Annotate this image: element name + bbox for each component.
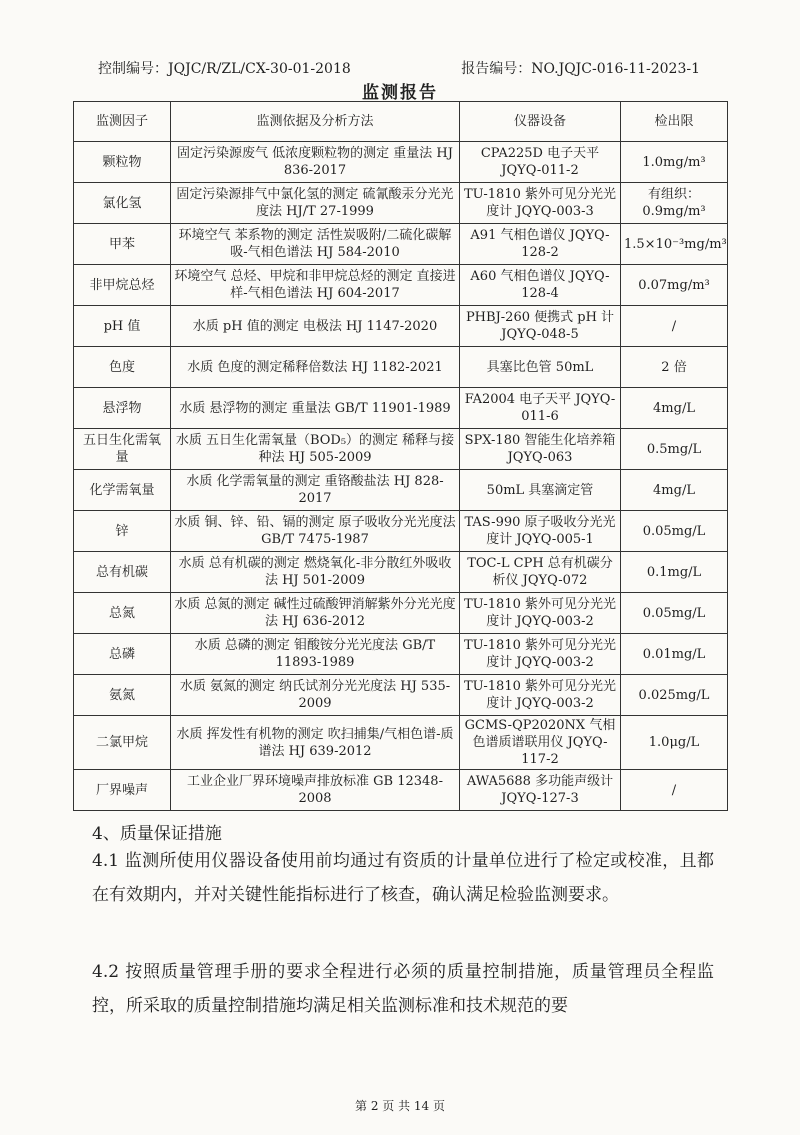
table-row <box>74 224 728 265</box>
cell-equipment: A91 气相色谱仪 JQYQ-128-2 <box>460 224 621 265</box>
cell-method: 工业企业厂界环境噪声排放标准 GB 12348-2008 <box>171 770 460 811</box>
cell-method: 水质 pH 值的测定 电极法 HJ 1147-2020 <box>171 306 460 347</box>
cell-factor: 甲苯 <box>74 224 171 265</box>
table-row <box>74 470 728 511</box>
cell-equipment: TOC-L CPH 总有机碳分析仪 JQYQ-072 <box>460 552 621 593</box>
cell-limit: 4mg/L <box>621 388 728 429</box>
cell-factor: 总氮 <box>74 593 171 634</box>
cell-factor: 锌 <box>74 511 171 552</box>
table-row <box>74 675 728 716</box>
table-row <box>74 429 728 470</box>
report-number: 报告编号：NO.JQJC-016-11-2023-1 <box>461 61 700 77</box>
section-heading: 4、质量保证措施 <box>92 824 222 844</box>
cell-equipment: PHBJ-260 便携式 pH 计 JQYQ-048-5 <box>460 306 621 347</box>
cell-method: 水质 化学需氧量的测定 重铬酸盐法 HJ 828-2017 <box>171 470 460 511</box>
cell-limit: 0.05mg/L <box>621 511 728 552</box>
cell-factor: pH 值 <box>74 306 171 347</box>
col-header-method: 监测依据及分析方法 <box>171 102 460 142</box>
cell-factor: 总有机碳 <box>74 552 171 593</box>
cell-equipment: TU-1810 紫外可见分光光度计 JQYQ-003-2 <box>460 675 621 716</box>
cell-limit: 4mg/L <box>621 470 728 511</box>
cell-equipment: 50mL 具塞滴定管 <box>460 470 621 511</box>
cell-method: 固定污染源废气 低浓度颗粒物的测定 重量法 HJ 836-2017 <box>171 142 460 183</box>
cell-factor: 总磷 <box>74 634 171 675</box>
cell-equipment: GCMS-QP2020NX 气相色谱质谱联用仪 JQYQ-117-2 <box>460 716 621 770</box>
cell-limit: 有组织：0.9mg/m³ <box>621 183 728 224</box>
cell-equipment: TAS-990 原子吸收分光光度计 JQYQ-005-1 <box>460 511 621 552</box>
cell-equipment: SPX-180 智能生化培养箱 JQYQ-063 <box>460 429 621 470</box>
table-row <box>74 634 728 675</box>
monitoring-methods-table <box>73 101 728 811</box>
paragraph-4-2: 4.2 按照质量管理手册的要求全程进行必须的质量控制措施，质量管理员全程监控，所采取的质量控制措施均满足相关监测标准和技术规范的要 <box>92 962 714 1016</box>
cell-equipment: TU-1810 紫外可见分光光度计 JQYQ-003-3 <box>460 183 621 224</box>
cell-equipment: TU-1810 紫外可见分光光度计 JQYQ-003-2 <box>460 634 621 675</box>
cell-limit: 0.05mg/L <box>621 593 728 634</box>
cell-factor: 氨氮 <box>74 675 171 716</box>
cell-limit: / <box>621 770 728 811</box>
col-header-limit: 检出限 <box>621 102 728 142</box>
table-row <box>74 142 728 183</box>
cell-factor: 厂界噪声 <box>74 770 171 811</box>
cell-method: 环境空气 苯系物的测定 活性炭吸附/二硫化碳解吸-气相色谱法 HJ 584-2010 <box>171 224 460 265</box>
cell-method: 水质 铜、锌、铅、镉的测定 原子吸收分光光度法 GB/T 7475-1987 <box>171 511 460 552</box>
cell-equipment: FA2004 电子天平 JQYQ-011-6 <box>460 388 621 429</box>
cell-factor: 非甲烷总烃 <box>74 265 171 306</box>
table-row <box>74 552 728 593</box>
cell-method: 水质 总氮的测定 碱性过硫酸钾消解紫外分光光度法 HJ 636-2012 <box>171 593 460 634</box>
page-title: 监测报告 <box>362 83 438 103</box>
cell-limit: 0.07mg/m³ <box>621 265 728 306</box>
col-header-factor: 监测因子 <box>74 102 171 142</box>
control-number: 控制编号：JQJC/R/ZL/CX-30-01-2018 <box>98 61 351 77</box>
cell-factor: 悬浮物 <box>74 388 171 429</box>
cell-limit: 0.025mg/L <box>621 675 728 716</box>
table-row <box>74 770 728 811</box>
cell-equipment: AWA5688 多功能声级计 JQYQ-127-3 <box>460 770 621 811</box>
cell-method: 水质 总磷的测定 钼酸铵分光光度法 GB/T 11893-1989 <box>171 634 460 675</box>
cell-factor: 二氯甲烷 <box>74 716 171 770</box>
cell-limit: 1.5×10⁻³mg/m³ <box>621 224 728 265</box>
cell-method: 水质 色度的测定稀释倍数法 HJ 1182-2021 <box>171 347 460 388</box>
cell-limit: 0.1mg/L <box>621 552 728 593</box>
table-row <box>74 265 728 306</box>
cell-equipment: 具塞比色管 50mL <box>460 347 621 388</box>
page-footer: 第 2 页 共 14 页 <box>355 1099 445 1113</box>
cell-method: 环境空气 总烃、甲烷和非甲烷总烃的测定 直接进样-气相色谱法 HJ 604-2017 <box>171 265 460 306</box>
paragraph-4-1: 4.1 监测所使用仪器设备使用前均通过有资质的计量单位进行了检定或校准，且都在有效期内，并对关键性能指标进行了核查，确认满足检验监测要求。 <box>92 851 714 905</box>
cell-method: 固定污染源排气中氯化氢的测定 硫氰酸汞分光光度法 HJ/T 27-1999 <box>171 183 460 224</box>
cell-factor: 色度 <box>74 347 171 388</box>
cell-limit: 1.0mg/m³ <box>621 142 728 183</box>
cell-method: 水质 悬浮物的测定 重量法 GB/T 11901-1989 <box>171 388 460 429</box>
cell-equipment: TU-1810 紫外可见分光光度计 JQYQ-003-2 <box>460 593 621 634</box>
table-row <box>74 347 728 388</box>
cell-method: 水质 五日生化需氧量（BOD₅）的测定 稀释与接种法 HJ 505-2009 <box>171 429 460 470</box>
cell-factor: 颗粒物 <box>74 142 171 183</box>
cell-equipment: CPA225D 电子天平 JQYQ-011-2 <box>460 142 621 183</box>
cell-method: 水质 总有机碳的测定 燃烧氧化-非分散红外吸收法 HJ 501-2009 <box>171 552 460 593</box>
cell-equipment: A60 气相色谱仪 JQYQ-128-4 <box>460 265 621 306</box>
cell-factor: 五日生化需氧量 <box>74 429 171 470</box>
table-header-row <box>74 102 728 142</box>
table-row <box>74 183 728 224</box>
cell-limit: / <box>621 306 728 347</box>
cell-method: 水质 氨氮的测定 纳氏试剂分光光度法 HJ 535-2009 <box>171 675 460 716</box>
table-row <box>74 511 728 552</box>
cell-method: 水质 挥发性有机物的测定 吹扫捕集/气相色谱-质谱法 HJ 639-2012 <box>171 716 460 770</box>
table-row <box>74 593 728 634</box>
table-row <box>74 716 728 770</box>
cell-factor: 化学需氧量 <box>74 470 171 511</box>
cell-limit: 0.01mg/L <box>621 634 728 675</box>
cell-limit: 2 倍 <box>621 347 728 388</box>
table-row <box>74 306 728 347</box>
cell-factor: 氯化氢 <box>74 183 171 224</box>
table-row <box>74 388 728 429</box>
cell-limit: 0.5mg/L <box>621 429 728 470</box>
col-header-equipment: 仪器设备 <box>460 102 621 142</box>
cell-limit: 1.0μg/L <box>621 716 728 770</box>
